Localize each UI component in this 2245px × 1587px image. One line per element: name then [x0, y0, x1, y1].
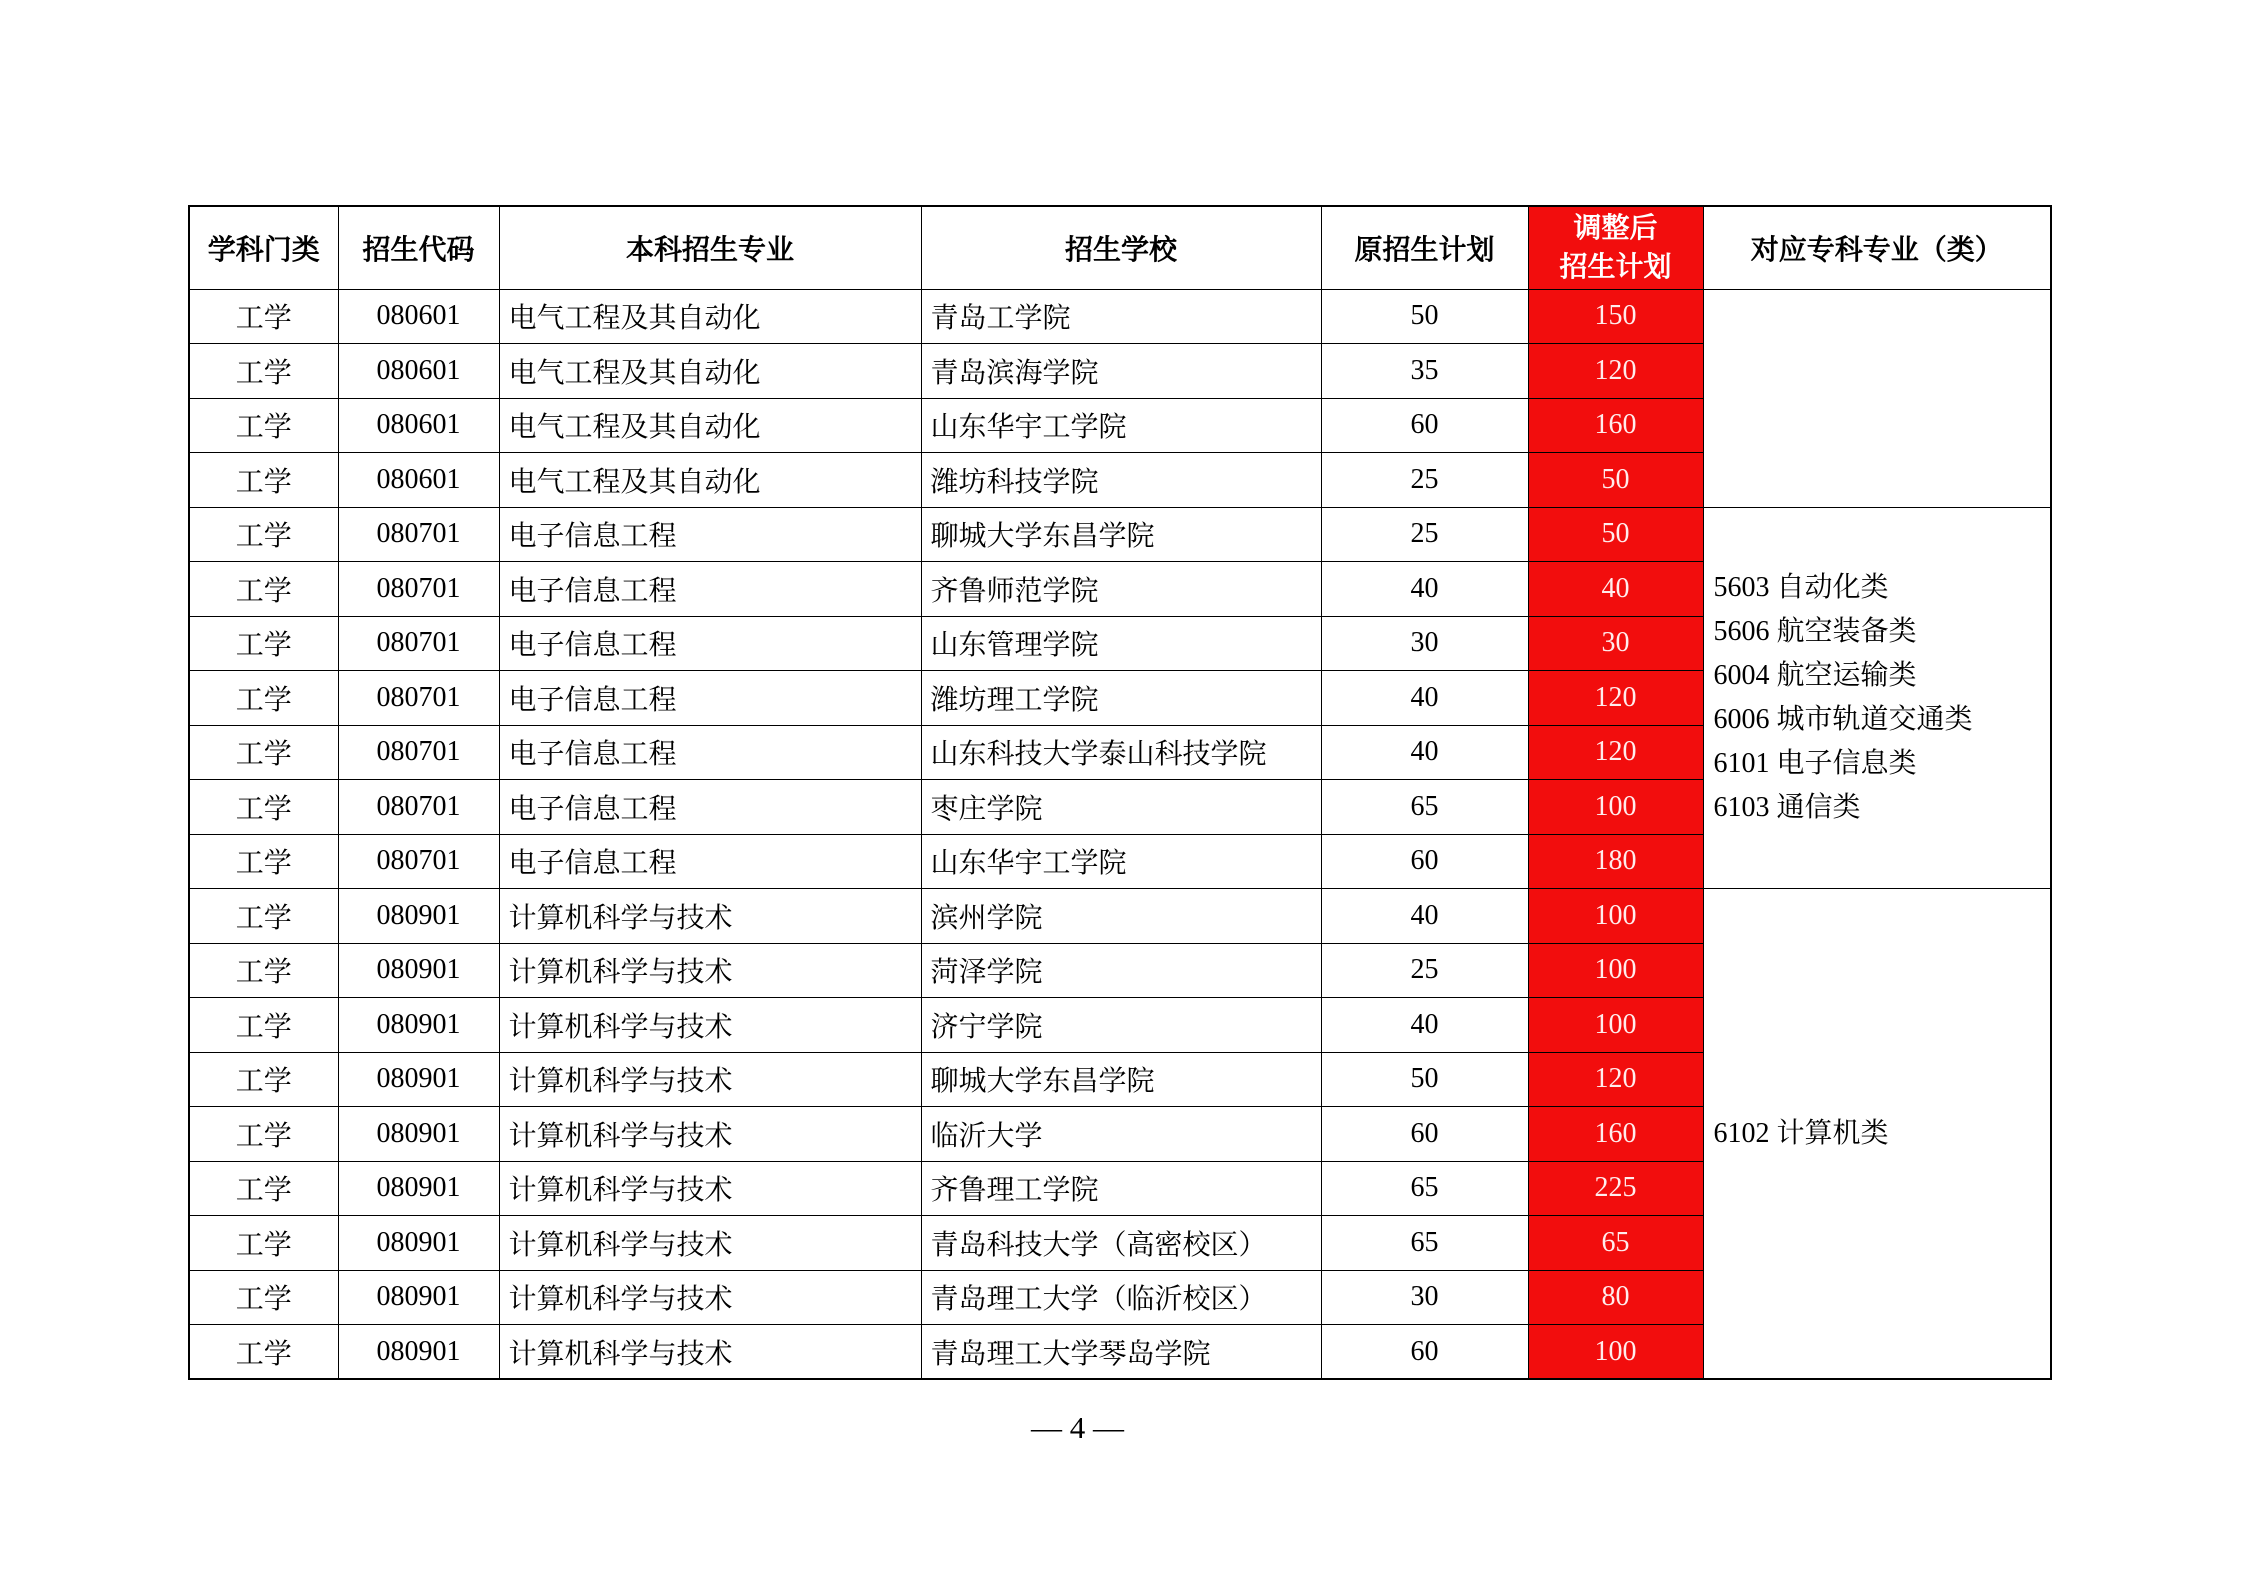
school-cell: 临沂大学 — [921, 1107, 1321, 1162]
specialty-group-cell-computer — [1703, 889, 2051, 1380]
school-cell: 山东管理学院 — [921, 616, 1321, 671]
code-cell: 080701 — [338, 780, 499, 835]
header-original-plan: 原招生计划 — [1321, 206, 1528, 289]
school-cell: 齐鲁师范学院 — [921, 562, 1321, 617]
major-cell: 计算机科学与技术 — [499, 998, 921, 1053]
major-cell: 计算机科学与技术 — [499, 1325, 921, 1380]
category-cell: 工学 — [189, 289, 338, 344]
code-cell: 080701 — [338, 671, 499, 726]
table-row — [189, 289, 2051, 344]
adjusted-plan-cell: 160 — [1528, 1107, 1703, 1162]
original-plan-cell: 50 — [1321, 289, 1528, 344]
adjusted-plan-cell: 50 — [1528, 507, 1703, 562]
header-category: 学科门类 — [189, 206, 338, 289]
school-cell: 潍坊科技学院 — [921, 453, 1321, 508]
original-plan-cell: 25 — [1321, 943, 1528, 998]
category-cell: 工学 — [189, 943, 338, 998]
category-cell: 工学 — [189, 998, 338, 1053]
adjusted-plan-cell: 120 — [1528, 1052, 1703, 1107]
major-cell: 电气工程及其自动化 — [499, 398, 921, 453]
category-cell: 工学 — [189, 344, 338, 399]
major-cell: 计算机科学与技术 — [499, 1270, 921, 1325]
header-adjusted-plan-line2: 招生计划 — [1559, 251, 1672, 283]
school-cell: 青岛理工大学（临沂校区） — [921, 1270, 1321, 1325]
original-plan-cell: 40 — [1321, 725, 1528, 780]
category-cell: 工学 — [189, 834, 338, 889]
category-cell: 工学 — [189, 507, 338, 562]
code-cell: 080901 — [338, 1052, 499, 1107]
code-cell: 080701 — [338, 507, 499, 562]
header-row — [189, 206, 2051, 289]
major-cell: 电子信息工程 — [499, 616, 921, 671]
adjusted-plan-cell: 100 — [1528, 1325, 1703, 1380]
category-cell: 工学 — [189, 1107, 338, 1162]
major-cell: 计算机科学与技术 — [499, 1161, 921, 1216]
major-cell: 计算机科学与技术 — [499, 1107, 921, 1162]
adjusted-plan-cell: 150 — [1528, 289, 1703, 344]
specialty-item: 5606 航空装备类 — [1713, 615, 1917, 647]
original-plan-cell: 25 — [1321, 507, 1528, 562]
adjusted-plan-cell: 120 — [1528, 725, 1703, 780]
school-cell: 枣庄学院 — [921, 780, 1321, 835]
major-cell: 计算机科学与技术 — [499, 943, 921, 998]
code-cell: 080701 — [338, 834, 499, 889]
category-cell: 工学 — [189, 562, 338, 617]
adjusted-plan-cell: 100 — [1528, 889, 1703, 944]
school-cell: 济宁学院 — [921, 998, 1321, 1053]
major-cell: 计算机科学与技术 — [499, 1216, 921, 1271]
original-plan-cell: 35 — [1321, 344, 1528, 399]
school-cell: 山东华宇工学院 — [921, 398, 1321, 453]
header-major: 本科招生专业 — [499, 206, 921, 289]
code-cell: 080701 — [338, 725, 499, 780]
adjusted-plan-cell: 50 — [1528, 453, 1703, 508]
original-plan-cell: 65 — [1321, 780, 1528, 835]
code-cell: 080901 — [338, 1107, 499, 1162]
category-cell: 工学 — [189, 1052, 338, 1107]
original-plan-cell: 65 — [1321, 1161, 1528, 1216]
adjusted-plan-cell: 100 — [1528, 998, 1703, 1053]
original-plan-cell: 60 — [1321, 1107, 1528, 1162]
major-cell: 电气工程及其自动化 — [499, 289, 921, 344]
code-cell: 080901 — [338, 1325, 499, 1380]
code-cell: 080601 — [338, 289, 499, 344]
school-cell: 滨州学院 — [921, 889, 1321, 944]
specialty-item: 6004 航空运输类 — [1713, 659, 1917, 691]
school-cell: 齐鲁理工学院 — [921, 1161, 1321, 1216]
code-cell: 080901 — [338, 889, 499, 944]
school-cell: 山东华宇工学院 — [921, 834, 1321, 889]
major-cell: 计算机科学与技术 — [499, 1052, 921, 1107]
header-specialty: 对应专科专业（类） — [1703, 206, 2051, 289]
table-row — [189, 507, 2051, 562]
major-cell: 计算机科学与技术 — [499, 889, 921, 944]
code-cell: 080601 — [338, 398, 499, 453]
category-cell: 工学 — [189, 889, 338, 944]
adjusted-plan-cell: 225 — [1528, 1161, 1703, 1216]
original-plan-cell: 30 — [1321, 1270, 1528, 1325]
original-plan-cell: 60 — [1321, 398, 1528, 453]
specialty-item: 5603 自动化类 — [1713, 571, 1889, 603]
original-plan-cell: 25 — [1321, 453, 1528, 508]
code-cell: 080601 — [338, 344, 499, 399]
original-plan-cell: 50 — [1321, 1052, 1528, 1107]
adjusted-plan-cell: 100 — [1528, 780, 1703, 835]
school-cell: 山东科技大学泰山科技学院 — [921, 725, 1321, 780]
adjusted-plan-cell: 80 — [1528, 1270, 1703, 1325]
adjusted-plan-cell: 120 — [1528, 671, 1703, 726]
category-cell: 工学 — [189, 616, 338, 671]
major-cell: 电子信息工程 — [499, 725, 921, 780]
code-cell: 080901 — [338, 943, 499, 998]
category-cell: 工学 — [189, 398, 338, 453]
major-cell: 电子信息工程 — [499, 780, 921, 835]
code-cell: 080901 — [338, 998, 499, 1053]
code-cell: 080901 — [338, 1216, 499, 1271]
original-plan-cell: 65 — [1321, 1216, 1528, 1271]
major-cell: 电气工程及其自动化 — [499, 344, 921, 399]
code-cell: 080601 — [338, 453, 499, 508]
school-cell: 菏泽学院 — [921, 943, 1321, 998]
major-cell: 电子信息工程 — [499, 671, 921, 726]
specialty-group-cell-electrical — [1703, 289, 2051, 507]
original-plan-cell: 40 — [1321, 671, 1528, 726]
code-cell: 080901 — [338, 1270, 499, 1325]
category-cell: 工学 — [189, 1161, 338, 1216]
school-cell: 青岛滨海学院 — [921, 344, 1321, 399]
category-cell: 工学 — [189, 1325, 338, 1380]
original-plan-cell: 60 — [1321, 834, 1528, 889]
header-adjusted-plan — [1528, 206, 1703, 289]
specialty-item: 6103 通信类 — [1713, 791, 1861, 823]
school-cell: 青岛工学院 — [921, 289, 1321, 344]
header-adjusted-plan-line1: 调整后 — [1573, 212, 1658, 244]
adjusted-plan-cell: 40 — [1528, 562, 1703, 617]
specialty-item: 6101 电子信息类 — [1713, 747, 1917, 779]
original-plan-cell: 40 — [1321, 889, 1528, 944]
school-cell: 青岛科技大学（高密校区） — [921, 1216, 1321, 1271]
school-cell: 青岛理工大学琴岛学院 — [921, 1325, 1321, 1380]
major-cell: 电子信息工程 — [499, 562, 921, 617]
code-cell: 080901 — [338, 1161, 499, 1216]
category-cell: 工学 — [189, 1216, 338, 1271]
specialty-item: 6006 城市轨道交通类 — [1713, 703, 1973, 735]
header-school: 招生学校 — [921, 206, 1321, 289]
code-cell: 080701 — [338, 562, 499, 617]
category-cell: 工学 — [189, 725, 338, 780]
original-plan-cell: 40 — [1321, 562, 1528, 617]
adjusted-plan-cell: 30 — [1528, 616, 1703, 671]
specialty-group-cell-electronic — [1703, 507, 2051, 889]
original-plan-cell: 40 — [1321, 998, 1528, 1053]
major-cell: 电子信息工程 — [499, 507, 921, 562]
specialty-item: 6102 计算机类 — [1713, 1117, 1889, 1149]
school-cell: 聊城大学东昌学院 — [921, 507, 1321, 562]
category-cell: 工学 — [189, 1270, 338, 1325]
adjusted-plan-cell: 100 — [1528, 943, 1703, 998]
school-cell: 聊城大学东昌学院 — [921, 1052, 1321, 1107]
adjusted-plan-cell: 180 — [1528, 834, 1703, 889]
page-number: — 4 — — [1031, 1410, 1124, 1445]
code-cell: 080701 — [338, 616, 499, 671]
major-cell: 电气工程及其自动化 — [499, 453, 921, 508]
adjusted-plan-cell: 65 — [1528, 1216, 1703, 1271]
original-plan-cell: 30 — [1321, 616, 1528, 671]
enrollment-plan-table — [188, 205, 2052, 1380]
category-cell: 工学 — [189, 780, 338, 835]
major-cell: 电子信息工程 — [499, 834, 921, 889]
adjusted-plan-cell: 160 — [1528, 398, 1703, 453]
adjusted-plan-cell: 120 — [1528, 344, 1703, 399]
category-cell: 工学 — [189, 453, 338, 508]
table-row — [189, 889, 2051, 944]
category-cell: 工学 — [189, 671, 338, 726]
school-cell: 潍坊理工学院 — [921, 671, 1321, 726]
original-plan-cell: 60 — [1321, 1325, 1528, 1380]
header-code: 招生代码 — [338, 206, 499, 289]
